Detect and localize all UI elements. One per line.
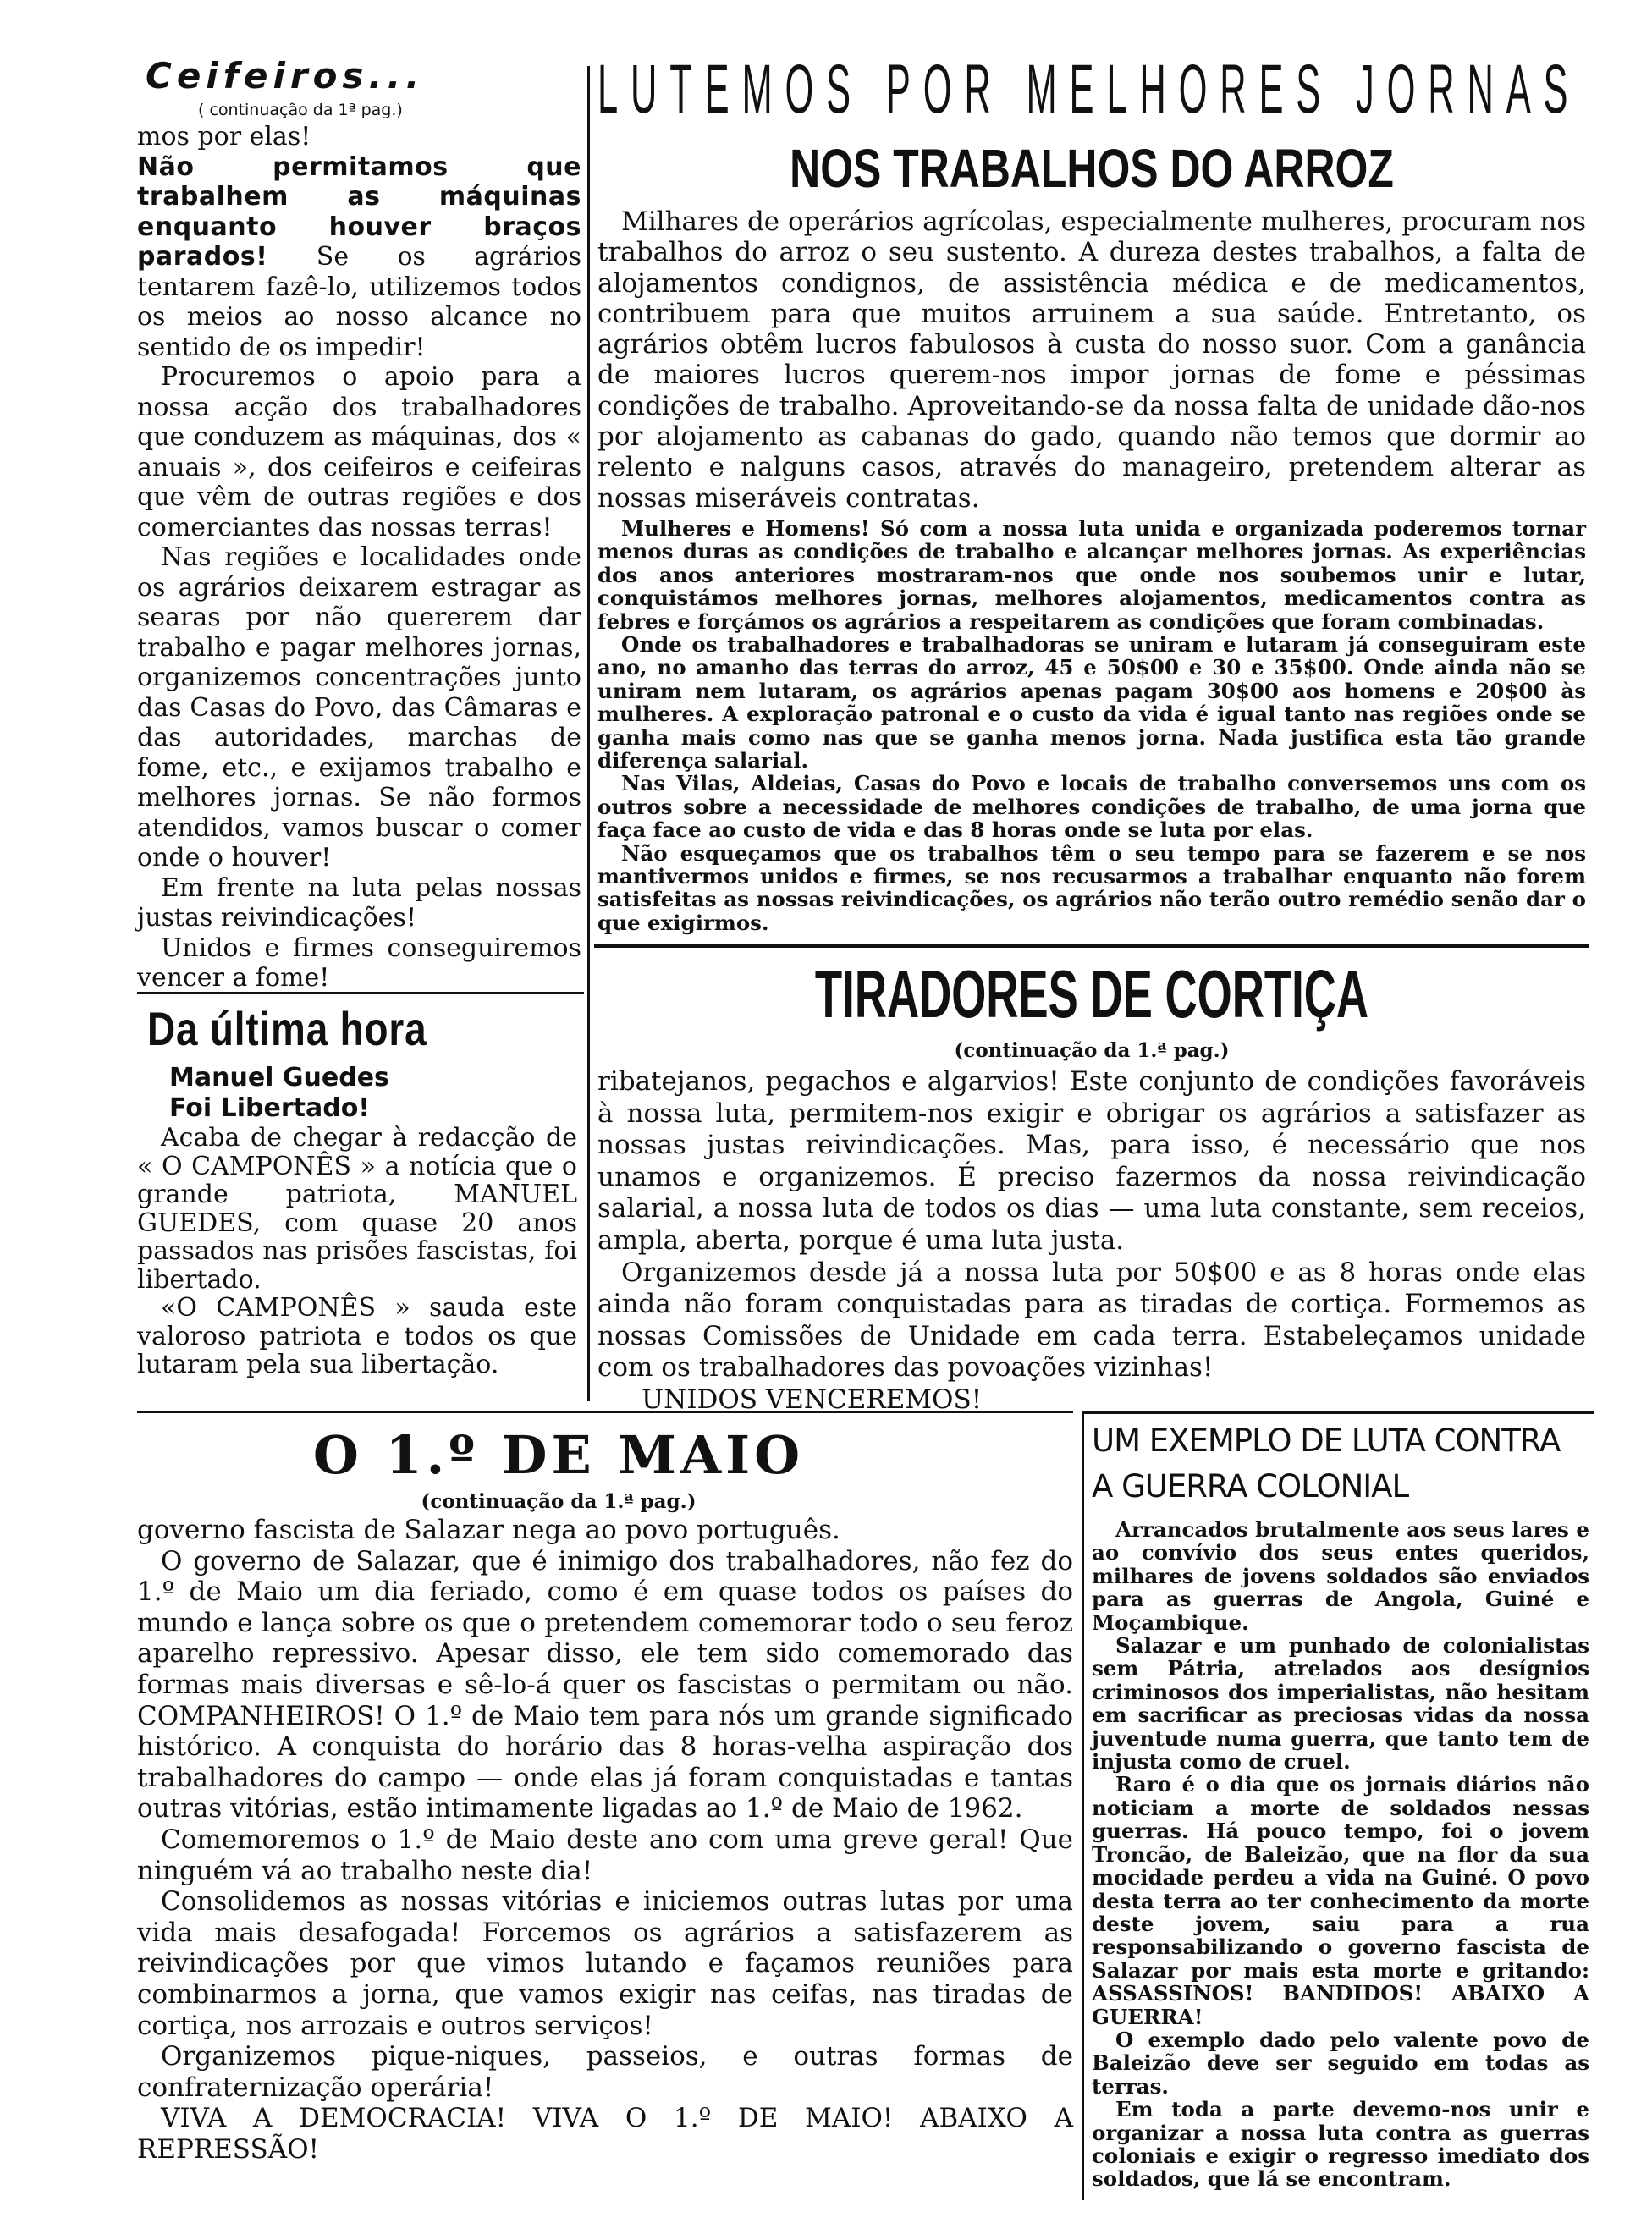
arroz-p1: Milhares de operários agrícolas, especialmente mulheres, procuram nos trabalhos do arroz o seu sustento. A dureza destes trabalhos, a falta de alojamentos condignos, de assistência médica e de medicamentos, contribuem para que muitos arruinem a sua saúde. Entretanto, os agrários obtêm lucros fabulosos à custa do nosso suor. Com a ganância de maiores lucros querem-nos impor jornas de fome e péssimas condições de trabalho. Aproveitando-se da nossa falta de unidade dão-nos por alojamento as cabanas do gado, quando não temos que dormir ao relento e nalguns casos, através do manageiro, pretendem alterar as nossas miseráveis contratas. bbox=[597, 206, 1586, 514]
guerra-section bbox=[1092, 1418, 1589, 2191]
maio-p5: Organizemos pique-niques, passeios, e outras formas de confraternização operária! bbox=[137, 2041, 1073, 2103]
maio-p4: Consolidemos as nossas vitórias e iniciemos outras lutas por uma vida mais desafogada! Forcemos os agrários a satisfazerem as reivindicações por que vimos lutando e façamos reuniões para combinarmos a jorna, que vamos exigir nas ceifas, nas tiradas de cortiça, nos arrozais e outros serviços! bbox=[137, 1886, 1073, 2041]
guerra-p3: Raro é o dia que os jornais diários não noticiam a morte de soldados nessas guerras. Há pouco tempo, foi o jovem Troncão, de Baleizão, que na flor da sua mocidade perdeu a vida na Guiné. O povo desta terra ao ter conhecimento da morte deste jovem, saiu para a rua responsabilizando o governo fascista de Salazar por mais esta morte e gritando: ASSASSINOS! BANDIDOS! ABAIXO A GUERRA! bbox=[1092, 1772, 1589, 2029]
ultima-hora-headline2: Foi Libertado! bbox=[169, 1093, 370, 1123]
maio-section bbox=[137, 1422, 1073, 2165]
arroz-section bbox=[597, 49, 1586, 934]
guerra-p5: Em toda a parte devemo-nos unir e organizar a nossa luta contra as guerras coloniais e exigir o regresso imediato dos soldados, que lá se encontram. bbox=[1092, 2097, 1589, 2192]
cortica-continuation: (continuação da 1.ª pag.) bbox=[954, 1039, 1230, 1062]
ultima-hora-title: Da última hora bbox=[147, 1002, 427, 1055]
ultima-hora-p2: «O CAMPONÊS » sauda este valoroso patriota e todos os que lutaram pela sua libertação. bbox=[137, 1293, 577, 1379]
guerra-p1: Arrancados brutalmente aos seus lares e ao convívio dos seus entes queridos, milhares de jovens soldados são enviados para as guerras de Angola, Guiné e Moçambique. bbox=[1092, 1517, 1589, 1635]
arroz-p2: Mulheres e Homens! Só com a nossa luta unida e organizada poderemos tornar menos duras as condições de trabalho e alcançar melhores jornas. As experiências dos anos anteriores mostraram-nos que onde nos soubemos unir e lutar, conquistámos melhores jornas, melhores alojamentos, medicamentos contra as febres e forçámos os agrários a respeitarem as condições que foram combinadas. bbox=[597, 515, 1586, 634]
maio-p6: VIVA A DEMOCRACIA! VIVA O 1.º DE MAIO! ABAIXO A REPRESSÃO! bbox=[137, 2103, 1073, 2165]
maio-p3: Comemoremos o 1.º de Maio deste ano com uma greve geral! Que ninguém vá ao trabalho neste dia! bbox=[137, 1824, 1073, 1886]
ultima-hora-headline1: Manuel Guedes bbox=[169, 1063, 389, 1092]
guerra-title: UM EXEMPLO DE LUTA CONTRA A GUERRA COLONIAL bbox=[1092, 1422, 1561, 1505]
maio-continuation: (continuação da 1.ª pag.) bbox=[421, 1490, 697, 1513]
cortica-p2: Organizemos desde já a nossa luta por 50$00 e as 8 horas onde elas ainda não foram conquistadas para as tiradas de cortiça. Formemos as nossas Comissões de Unidade em cada terra. Estabeleçamos unidade com os trabalhadores das povoações vizinhas! bbox=[597, 1257, 1586, 1384]
ceifeiros-lead: mos por elas! bbox=[137, 122, 311, 151]
maio-p1: governo fascista de Salazar nega ao povo português. bbox=[137, 1515, 840, 1545]
arroz-title: NOS TRABALHOS DO ARROZ bbox=[790, 138, 1394, 199]
cortica-closing: UNIDOS VENCEREMOS! bbox=[642, 1384, 983, 1415]
maio-p2: O governo de Salazar, que é inimigo dos trabalhadores, não fez do 1.º de Maio um dia feriado, como é em quase todos os países do mundo e lança sobre os que o pretendem comemorar todo o seu feroz aparelho repressivo. Apesar disso, ele tem sido comemorado das formas mais diversas e sê-lo-á quer os fascistas o permitam ou não. COMPANHEIROS! O 1.º de Maio tem para nós um grande significado histórico. A conquista do horário das 8 horas-velha aspiração dos trabalhadores do campo — onde elas já foram conquistadas e tantas outras vitórias, estão intimamente ligadas ao 1.º de Maio de 1962. bbox=[137, 1545, 1073, 1824]
ceifeiros-p3: Nas regiões e localidades onde os agrários deixarem estragar as searas por não quererem dar trabalho e pagar melhores jornas, organizemos concentrações junto das Casas do Povo, das Câmaras e das autoridades, marchas de fome, etc., e exijamos trabalho e melhores jornas. Se não formos atendidos, vamos buscar o comer onde o houver! bbox=[137, 542, 581, 872]
guerra-box-left-rule bbox=[1082, 1413, 1084, 2200]
ceifeiros-title: Ceifeiros... bbox=[146, 55, 425, 96]
ceifeiros-p2: Procuremos o apoio para a nossa acção dos trabalhadores que conduzem as máquinas, dos « anuais », dos ceifeiros e ceifeiras que vêm de outras regiões e dos comerciantes das nossas terras! bbox=[137, 362, 581, 542]
rule-arroz-bottom bbox=[594, 944, 1589, 948]
maio-title: O 1.º DE MAIO bbox=[312, 1424, 805, 1486]
ceifeiros-continuation: ( continuação da 1ª pag.) bbox=[198, 101, 403, 119]
guerra-p2: Salazar e um punhado de colonialistas sem Pátria, atrelados aos desígnios criminosos dos imperialistas, não hesitam em sacrificar as preciosas vidas da nossa juventude numa guerra, que tanto tem de injusta como de cruel. bbox=[1092, 1633, 1589, 1775]
arroz-p3: Onde os trabalhadores e trabalhadoras se uniram e lutaram já conseguiram este ano, no amanho das terras do arroz, 45 e 50$00 e 30 e 35$00. Onde ainda não se uniram nem lutaram, os agrários apenas pagam 30$00 aos homens e 20$00 às mulheres. A exploração patronal e o custo da vida é igual tanto nas regiões onde se ganha mais como nas que se ganha menos jorna. Nada justifica esta tão grande diferença salarial. bbox=[597, 632, 1586, 773]
cortica-title: TIRADORES DE CORTIÇA bbox=[814, 956, 1369, 1032]
cortica-p1: ribatejanos, pegachos e algarvios! Este conjunto de condições favoráveis à nossa luta, permitem-nos exigir e obrigar os agrários a satisfazer as nossas justas reivindicações. Mas, para isso, é necessário que nos unamos e organizemos. É preciso fazermos da nossa reivindicação salarial, a nossa luta de todos os dias — uma luta constante, sem receios, ampla, aberta, porque é uma luta justa. bbox=[597, 1066, 1586, 1256]
ceifeiros-p5: Unidos e firmes conseguiremos vencer a fome! bbox=[137, 933, 581, 993]
arroz-kicker: LUTEMOS POR MELHORES JORNAS bbox=[597, 51, 1581, 128]
ceifeiros-p4: Em frente na luta pelas nossas justas reivindicações! bbox=[137, 872, 581, 933]
ceifeiros-p1: Se os agrários tentarem fazê-lo, utilizemos todos os meios ao nosso alcance no sentido de os impedir! bbox=[137, 242, 581, 362]
arroz-p5: Não esqueçamos que os trabalhos têm o seu tempo para se fazerem e se nos mantivermos unidos e firmes, se nos recusarmos a trabalhar enquanto não forem satisfeitas as nossas reivindicações, os agrários não terão outro remédio senão dar o que exigirmos. bbox=[597, 840, 1586, 935]
cortica-section bbox=[597, 953, 1586, 1415]
arroz-p4: Nas Vilas, Aldeias, Casas do Povo e locais de trabalho conversemos uns com os outros sobre a necessidade de melhores condições de trabalho, de uma jorna que faça face ao custo de vida e das 8 horas onde se luta por elas. bbox=[597, 771, 1586, 843]
ceifeiros-bold-intro: Não permitamos que trabalhem as máquinas enquanto houver braços parados! bbox=[137, 151, 581, 272]
ultima-hora-p1: Acaba de chegar à redacção de « O CAMPONÊS » a notícia que o grande patriota, MANUEL GUEDES, com quase 20 anos passados nas prisões fascistas, foi libertado. bbox=[137, 1123, 577, 1295]
ceifeiros-section bbox=[137, 54, 581, 993]
guerra-p4: O exemplo dado pelo valente povo de Baleizão deve ser seguido em todas as terras. bbox=[1092, 2027, 1589, 2099]
column-rule-top bbox=[587, 66, 590, 1401]
ultima-hora-section bbox=[137, 1000, 577, 1379]
